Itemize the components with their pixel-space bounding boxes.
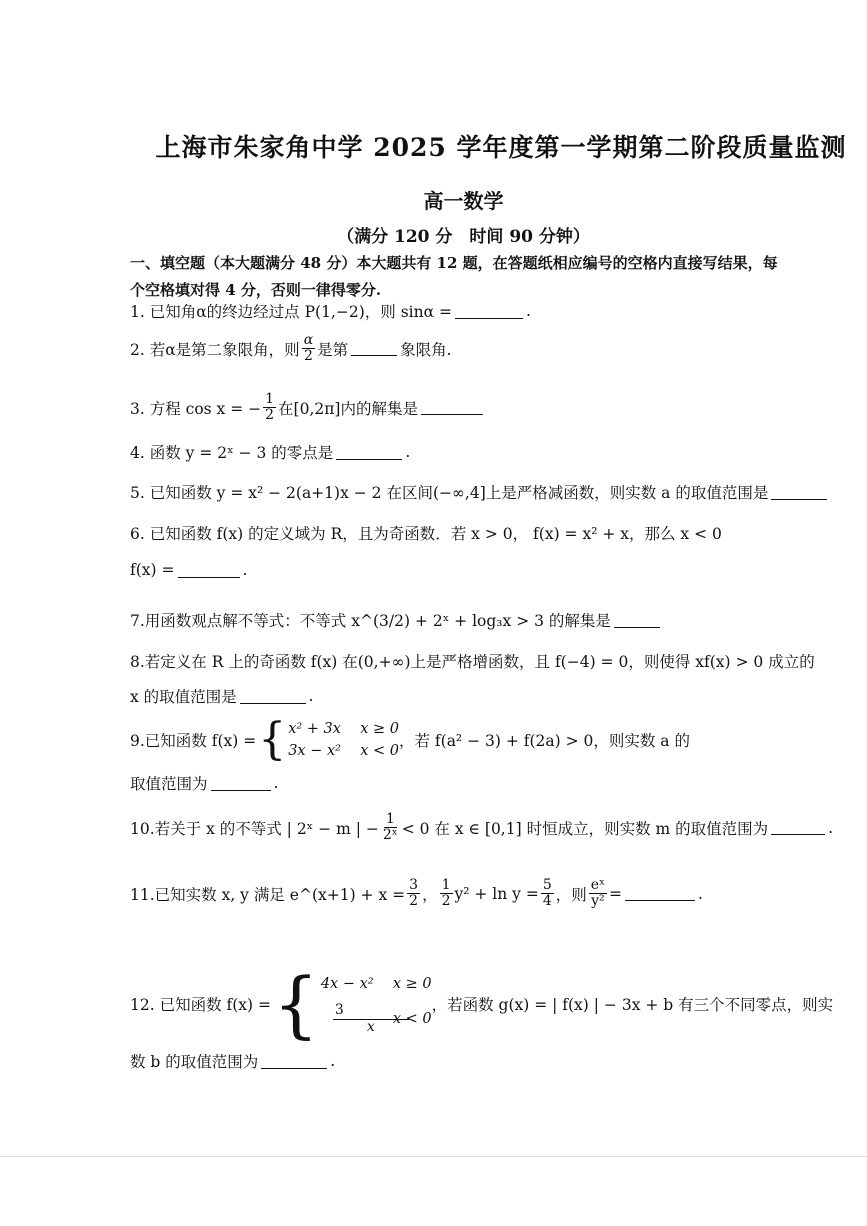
question-8-line-1 xyxy=(130,650,815,672)
fraction-numerator: α xyxy=(303,332,314,348)
question-10 xyxy=(130,812,833,844)
answer-blank-2[interactable] xyxy=(351,341,397,356)
answer-blank-11[interactable] xyxy=(625,886,695,901)
fraction-denominator: x xyxy=(366,1018,375,1035)
case-2-cond: x < 0 xyxy=(360,743,399,759)
question-2 xyxy=(130,333,452,365)
answer-blank-7[interactable] xyxy=(614,613,660,628)
question-12-pre: 12. 已知函数 f(x) = xyxy=(130,996,271,1014)
question-8-text: 8.若定义在 R 上的奇函数 f(x) 在(0,+∞)上是严格增函数，且 f(−4) = 0，则使得 xf(x) > 0 成立的 xyxy=(130,653,815,671)
question-4-text: 4. 函数 y = 2ˣ − 3 的零点是 xyxy=(130,444,334,462)
answer-blank-4[interactable] xyxy=(336,445,402,460)
question-5 xyxy=(130,481,830,503)
answer-blank-1[interactable] xyxy=(455,304,523,319)
question-12-lhs: 数 b 的取值范围为 xyxy=(130,1053,259,1071)
instructions-line-1: 一、填空题（本大题满分 48 分）本大题共有 12 题，在答题纸相应编号的空格内直接写结果，每 xyxy=(130,254,778,272)
question-6-line-2 xyxy=(130,561,247,579)
question-9-cases xyxy=(288,718,399,762)
question-6-end: . xyxy=(242,561,248,579)
question-4-end: . xyxy=(405,443,411,461)
page-divider xyxy=(0,1156,867,1157)
question-7 xyxy=(130,609,663,631)
section-instructions xyxy=(130,250,860,304)
fraction-denominator: 2 xyxy=(441,893,451,910)
case-1-expr: 4x − x² xyxy=(320,976,374,993)
question-12-end: . xyxy=(330,1052,336,1070)
exam-title: 上海市朱家角中学 2025 学年度第一学期第二阶段质量监测 xyxy=(155,133,847,162)
question-2-mid: 是第 xyxy=(317,340,349,359)
fraction-numerator: 1 xyxy=(265,391,275,407)
question-9-post: ，若 f(a² − 3) + f(2a) > 0，则实数 a 的 xyxy=(398,732,690,750)
question-9 xyxy=(130,714,690,765)
question-1-text: 1. 已知角α的终边经过点 P(1,−2)，则 sinα = xyxy=(130,303,452,321)
question-6-line-1 xyxy=(130,522,722,544)
question-9-line-2 xyxy=(130,772,278,794)
case-2-cond: x < 0 xyxy=(392,1011,432,1027)
question-3 xyxy=(130,392,486,424)
question-3-fraction xyxy=(263,392,276,424)
answer-blank-5[interactable] xyxy=(771,485,827,500)
question-4 xyxy=(130,441,410,463)
question-10-fraction xyxy=(381,812,400,844)
question-8-lhs: x 的取值范围是 xyxy=(130,688,237,706)
question-9-end: . xyxy=(273,774,279,792)
question-12-post: ，若函数 g(x) = | f(x) | − 3x + b 有三个不同零点，则实 xyxy=(431,996,834,1014)
answer-blank-8[interactable] xyxy=(240,689,306,704)
question-5-text: 5. 已知函数 y = x² − 2(a+1)x − 2 在区间(−∞,4]上是严格减函数，则实数 a 的取值范围是 xyxy=(130,484,769,502)
question-2-pre: 2. 若α是第二象限角，则 xyxy=(130,340,300,359)
case-1-cond: x ≥ 0 xyxy=(392,976,432,993)
answer-blank-6[interactable] xyxy=(178,563,240,578)
fraction-numerator: 5 xyxy=(542,877,552,893)
exam-subject: 高一数学 xyxy=(423,189,504,213)
fraction-numerator: 1 xyxy=(385,811,395,827)
fraction-numerator: 3 xyxy=(409,877,419,893)
question-11-fraction-3 xyxy=(541,878,554,910)
brace-icon: { xyxy=(273,962,319,1046)
question-2-post: 象限角. xyxy=(400,340,452,359)
question-6-lhs: f(x) = xyxy=(130,561,175,579)
question-11-fraction-2 xyxy=(440,878,453,910)
fraction-denominator: 2 xyxy=(303,348,313,365)
question-11-then: ，则 xyxy=(555,885,587,904)
question-12-cases xyxy=(321,973,432,1035)
case-2-expr: 3x − x² xyxy=(288,743,341,759)
question-11-fraction-1 xyxy=(407,878,420,910)
fraction-denominator: 2 xyxy=(409,893,419,910)
question-8-end: . xyxy=(308,687,314,705)
question-3-pre: 3. 方程 cos x = − xyxy=(130,399,262,418)
question-12-line-2 xyxy=(130,1050,335,1072)
question-7-text: 7.用函数观点解不等式：不等式 x^(3/2) + 2ˣ + log₃x > 3 的解集是 xyxy=(130,612,611,630)
exam-meta: （满分 120 分 时间 90 分钟） xyxy=(337,227,590,247)
fraction-denominator: y² xyxy=(591,893,605,910)
answer-blank-3[interactable] xyxy=(421,400,483,415)
case-1-cond: x ≥ 0 xyxy=(360,721,399,737)
question-1 xyxy=(130,300,531,322)
question-11-mid: y² + ln y = xyxy=(454,884,539,903)
question-3-post: 在[0,2π]内的解集是 xyxy=(278,399,418,418)
question-10-post: < 0 在 x ∈ [0,1] 时恒成立，则实数 m 的取值范围为 xyxy=(401,819,769,838)
answer-blank-9[interactable] xyxy=(211,776,271,791)
question-6-text: 6. 已知函数 f(x) 的定义域为 R，且为奇函数．若 x > 0， f(x) = x² + x，那么 x < 0 xyxy=(130,525,722,543)
instructions-line-2: 个空格填对得 4 分，否则一律得零分. xyxy=(130,281,382,299)
case-1-expr: x² + 3x xyxy=(288,721,341,737)
fraction-numerator: eˣ xyxy=(590,877,606,893)
fraction-numerator: 3 xyxy=(333,1003,409,1019)
question-2-fraction xyxy=(302,333,315,365)
brace-icon: { xyxy=(258,714,287,765)
fraction-denominator: 2 xyxy=(265,407,275,424)
question-11-sep: ， xyxy=(422,885,438,904)
question-11-eq: = xyxy=(609,884,623,903)
question-10-end: . xyxy=(828,818,834,837)
question-10-pre: 10.若关于 x 的不等式 | 2ˣ − m | − xyxy=(130,819,379,838)
question-11-pre: 11.已知实数 x, y 满足 e^(x+1) + x = xyxy=(130,885,406,904)
question-11-fraction-4 xyxy=(589,878,607,910)
question-1-end: . xyxy=(525,302,531,320)
question-11 xyxy=(130,878,703,910)
question-9-lhs: 取值范围为 xyxy=(130,775,208,793)
answer-blank-10[interactable] xyxy=(771,820,825,835)
answer-blank-12[interactable] xyxy=(261,1054,327,1069)
fraction-denominator: 4 xyxy=(542,893,552,910)
question-8-line-2 xyxy=(130,685,314,707)
fraction-numerator: 1 xyxy=(441,877,451,893)
question-12 xyxy=(130,962,834,1046)
question-11-end: . xyxy=(698,884,703,903)
fraction-denominator: 2ˣ xyxy=(382,827,398,844)
question-9-pre: 9.已知函数 f(x) = xyxy=(130,732,257,750)
